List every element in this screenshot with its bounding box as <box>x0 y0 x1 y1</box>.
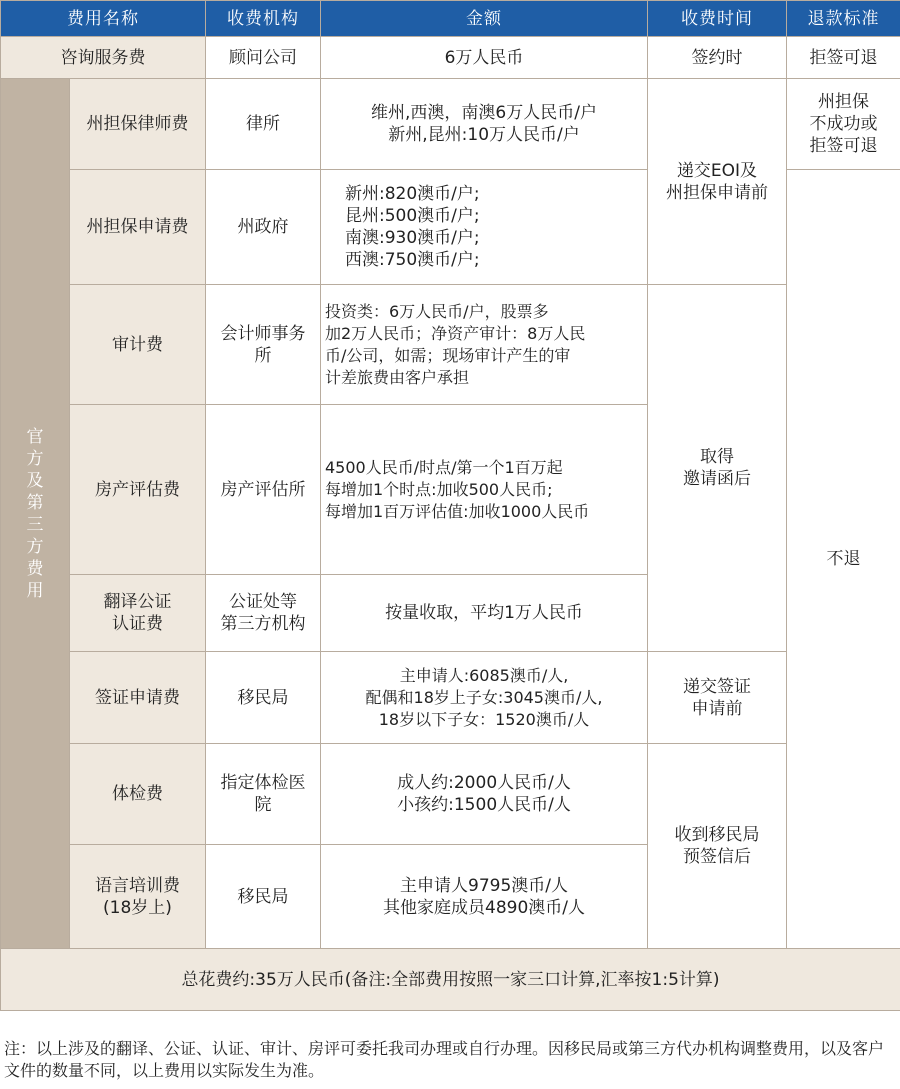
table-row <box>1 744 900 845</box>
fee-name: 审计费 <box>70 285 206 405</box>
consult-row <box>1 37 900 79</box>
fee-name: 房产评估费 <box>70 405 206 575</box>
fee-org: 移民局 <box>206 652 321 744</box>
fee-amount: 4500人民币/时点/第一个1百万起 每增加1个时点:加收500人民币; 每增加1百万评估值:加收1000人民币 <box>321 405 648 575</box>
total-row <box>1 949 900 1011</box>
fee-name: 翻译公证 认证费 <box>70 575 206 652</box>
fee-org: 会计师事务 所 <box>206 285 321 405</box>
fee-amount: 成人约:2000人民币/人 小孩约:1500人民币/人 <box>321 744 648 845</box>
consult-amount: 6万人民币 <box>321 37 648 79</box>
table-row <box>1 79 900 170</box>
consult-org: 顾问公司 <box>206 37 321 79</box>
fee-amount: 投资类：6万人民币/户，股票多 加2万人民币；净资产审计：8万人民 币/公司，如需；现场审计产生的审 计差旅费由客户承担 <box>321 285 648 405</box>
consult-name: 咨询服务费 <box>1 37 206 79</box>
fee-name: 语言培训费 (18岁上) <box>70 845 206 949</box>
header-refund: 退款标准 <box>787 1 900 37</box>
consult-refund: 拒签可退 <box>787 37 900 79</box>
footnote: 注：以上涉及的翻译、公证、认证、审计、房评可委托我司办理或自行办理。因移民局或第三方代办机构调整费用，以及客户文件的数量不同，以上费用以实际发生为准。 <box>4 1039 885 1080</box>
fee-name: 州担保律师费 <box>70 79 206 170</box>
fee-amount: 维州,西澳，南澳6万人民币/户 新州,昆州:10万人民币/户 <box>321 79 648 170</box>
fee-org: 律所 <box>206 79 321 170</box>
consult-time: 签约时 <box>648 37 787 79</box>
fee-org: 移民局 <box>206 845 321 949</box>
header-row <box>1 1 900 37</box>
fee-name: 州担保申请费 <box>70 170 206 285</box>
side-category-label: 官方及第三方费用 <box>1 79 70 949</box>
fee-time-visa: 递交签证 申请前 <box>648 652 787 744</box>
fee-amount: 主申请人:6085澳币/人, 配偶和18岁上子女:3045澳币/人, 18岁以下子女：1520澳币/人 <box>321 652 648 744</box>
fee-amount: 新州:820澳币/户; 昆州:500澳币/户; 南澳:930澳币/户; 西澳:750澳币/户; <box>321 170 648 285</box>
fee-amount: 主申请人9795澳币/人 其他家庭成员4890澳币/人 <box>321 845 648 949</box>
fee-time-preapproval: 收到移民局 预签信后 <box>648 744 787 949</box>
header-org: 收费机构 <box>206 1 321 37</box>
total-summary: 总花费约:35万人民币(备注:全部费用按照一家三口计算,汇率按1:5计算) <box>1 949 900 1011</box>
fee-org: 公证处等 第三方机构 <box>206 575 321 652</box>
table-row <box>1 652 900 744</box>
fee-org: 房产评估所 <box>206 405 321 575</box>
header-time: 收费时间 <box>648 1 787 37</box>
header-fee-name: 费用名称 <box>1 1 206 37</box>
fee-time-invitation: 取得 邀请函后 <box>648 285 787 652</box>
table-row <box>1 285 900 405</box>
fee-name: 体检费 <box>70 744 206 845</box>
refund-none: 不退 <box>787 170 900 949</box>
fee-name: 签证申请费 <box>70 652 206 744</box>
header-amount: 金额 <box>321 1 648 37</box>
fee-org: 指定体检医 院 <box>206 744 321 845</box>
fee-amount: 按量收取，平均1万人民币 <box>321 575 648 652</box>
fee-org: 州政府 <box>206 170 321 285</box>
refund-state-nomination: 州担保 不成功或 拒签可退 <box>787 79 900 170</box>
fee-time-eoi: 递交EOI及 州担保申请前 <box>648 79 787 285</box>
